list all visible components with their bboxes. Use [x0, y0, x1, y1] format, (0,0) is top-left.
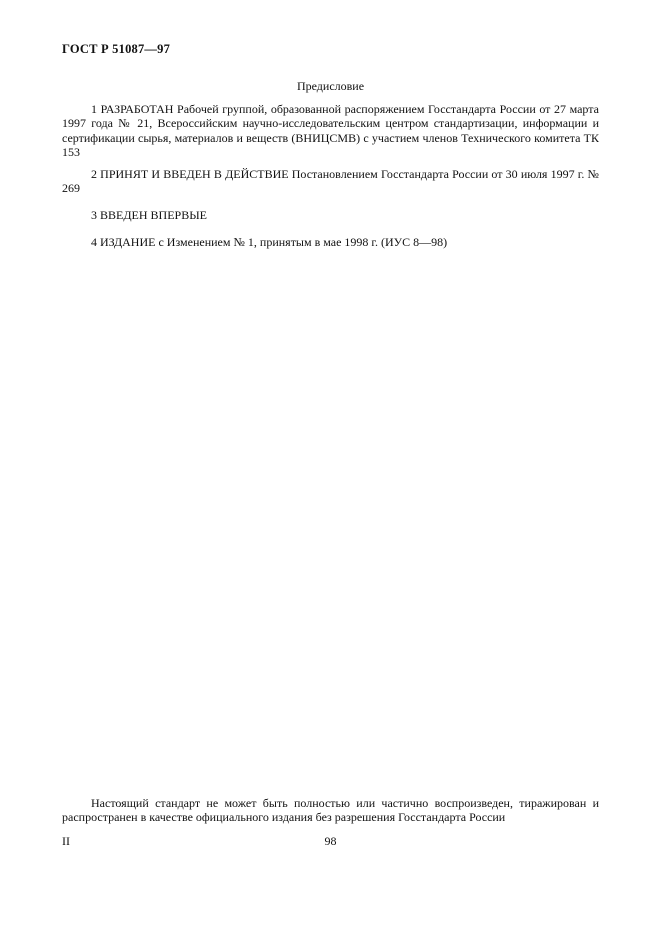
preface-item-2: 2 ПРИНЯТ И ВВЕДЕН В ДЕЙСТВИЕ Постановлением Госстандарта России от 30 июля 1997 г. № 269: [62, 167, 599, 196]
document-id: ГОСТ Р 51087—97: [62, 42, 171, 56]
copyright-note: Настоящий стандарт не может быть полностью или частично воспроизведен, тиражирован и распространен в качестве официального издания без разрешения Госстандарта России: [62, 796, 599, 825]
preface-item-1: 1 РАЗРАБОТАН Рабочей группой, образованной распоряжением Госстандарта России от 27 марта 1997 года № 21, Всероссийским научно-исследовательским центром стандартизации, информации и сертификации сырья, материалов и веществ (ВНИЦСМВ) с участием членов Технического комитета ТК 153: [62, 102, 599, 160]
roman-page-number: II: [62, 834, 70, 848]
preface-item-3: 3 ВВЕДЕН ВПЕРВЫЕ: [91, 208, 207, 222]
preface-item-4: 4 ИЗДАНИЕ с Изменением № 1, принятым в мае 1998 г. (ИУС 8—98): [91, 235, 448, 249]
page-number: 98: [324, 834, 337, 848]
preface-title: Предисловие: [296, 79, 365, 93]
